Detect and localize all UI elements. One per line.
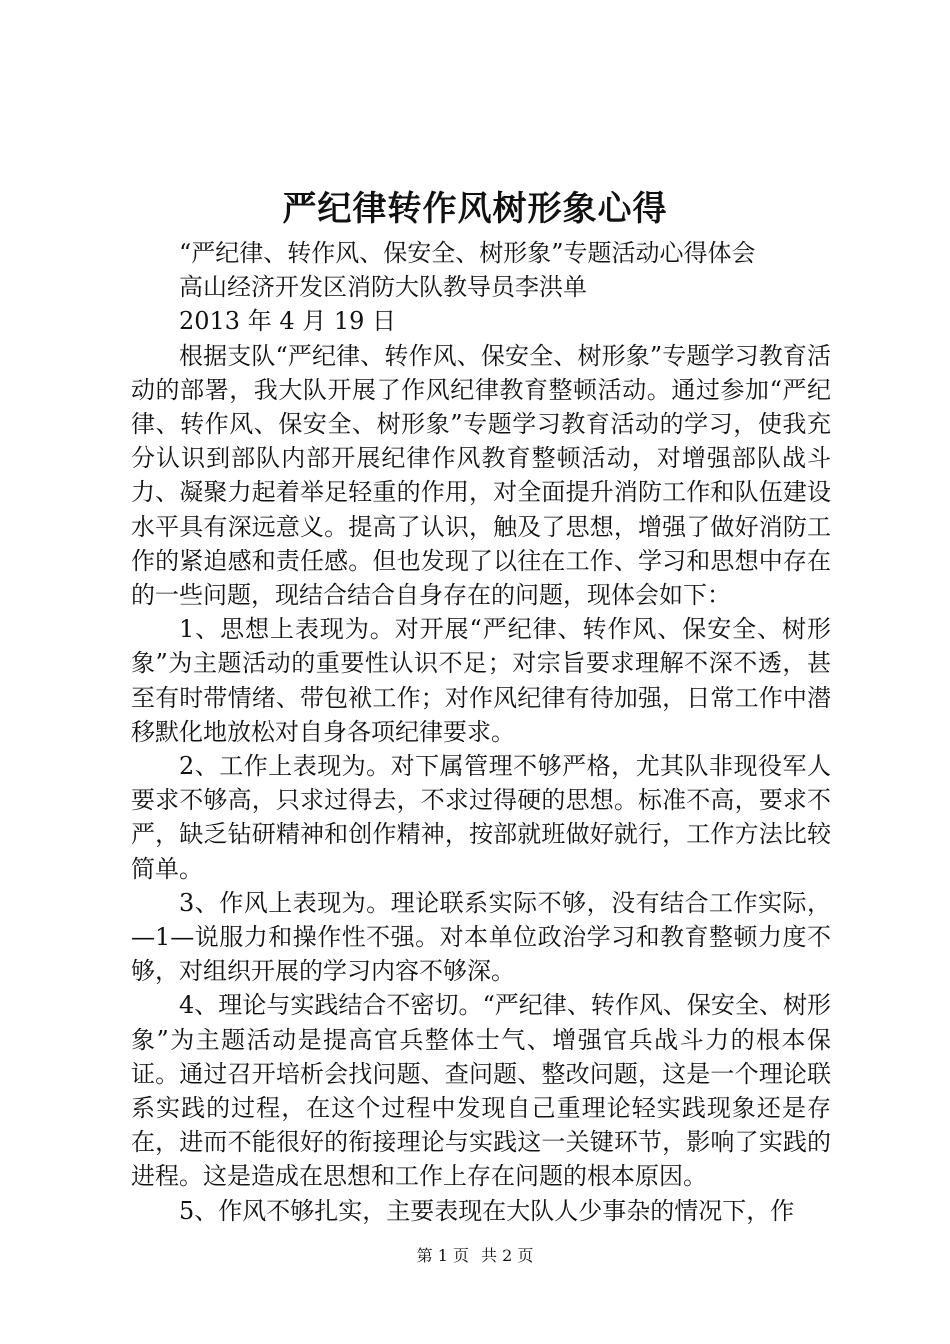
paragraph: 4、理论与实践结合不密切。“严纪律、转作风、保安全、树形象”为主题活动是提高官兵整体士气、增强官兵战斗力的根本保证。通过召开培析会找问题、查问题、整改问题，这是一个理论联系实践的过程，在这个过程中发现自己重理论轻实践现象还是存在，进而不能很好的衔接理论与实践这一关键环节，影响了实践的进程。这是造成在思想和工作上存在问题的根本原因。 [131, 991, 831, 1191]
page-total: 共 2 页 [481, 1246, 534, 1265]
paragraph: 5、作风不够扎实，主要表现在大队人少事杂的情况下，作 [179, 1196, 795, 1225]
paragraph: 1、思想上表现为。对开展“严纪律、转作风、保安全、树形象”为主题活动的重要性认识不足；对宗旨要求理解不深不透，甚至有时带情绪、带包袱工作；对作风纪律有待加强，日常工作中潜移默化地放松对自身各项纪律要求。 [131, 615, 831, 746]
paragraph: 3、作风上表现为。理论联系实际不够，没有结合工作实际，—1—说服力和操作性不强。对本单位政治学习和教育整顿力度不够，对组织开展的学习内容不够深。 [131, 888, 831, 986]
document-author: 高山经济开发区消防大队教导员李洪单 [179, 273, 587, 302]
paragraph: 根据支队“严纪律、转作风、保安全、树形象”专题学习教育活动的部署，我大队开展了作风纪律教育整顿活动。通过参加“严纪律、转作风、保安全、树形象”专题学习教育活动的学习，使我充分认识到部队内部开展纪律作风教育整顿活动，对增强部队战斗力、凝聚力起着举足轻重的作用，对全面提升消防工作和队伍建设水平具有深远意义。提高了认识，触及了思想，增强了做好消防工作的紧迫感和责任感。但也发现了以往在工作、学习和思想中存在的一些问题，现结合结合自身存在的问题，现体会如下： [131, 341, 831, 610]
document-subtitle: “严纪律、转作风、保安全、树形象”专题活动心得体会 [179, 239, 756, 267]
page-number: 第 1 页 [416, 1246, 469, 1265]
document-title: 严纪律转作风树形象心得 [282, 189, 668, 229]
document-date: 2013 年 4 月 19 日 [179, 307, 397, 336]
document-body [131, 236, 831, 1228]
paragraph: 2、工作上表现为。对下属管理不够严格，尤其队非现役军人要求不够高，只求过得去，不求过得硬的思想。标准不高，要求不严，缺乏钻研精神和创作精神，按部就班做好就行，工作方法比较简单。 [131, 752, 831, 883]
page-footer [0, 1246, 950, 1266]
